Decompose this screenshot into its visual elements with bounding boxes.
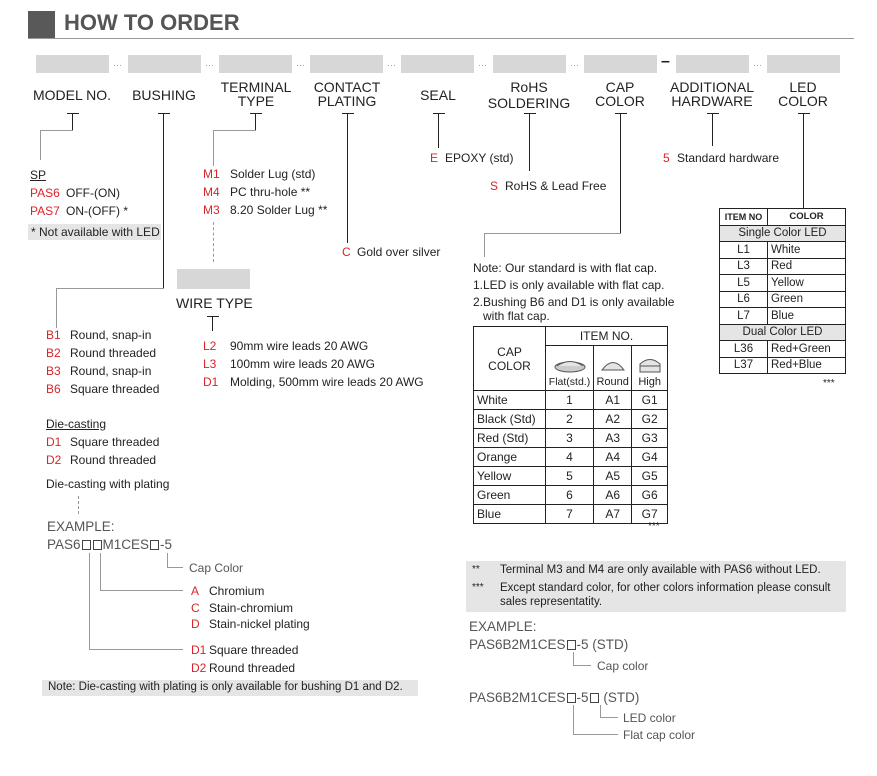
plating-desc: Chromium	[209, 584, 265, 598]
wire-code: L3	[203, 357, 217, 371]
code-box-cap	[584, 55, 657, 73]
model-dash: –	[661, 53, 670, 70]
led-cell-code: L3	[720, 258, 768, 275]
placeholder-box	[567, 640, 576, 650]
connector	[707, 113, 719, 114]
connector	[89, 553, 90, 649]
high-cap-head	[632, 346, 668, 391]
connector	[163, 113, 164, 288]
connector	[40, 130, 41, 160]
led-cell-code: L7	[720, 308, 768, 325]
seal-code: E	[430, 151, 439, 165]
cap-cell-flat: 1	[546, 391, 594, 410]
model-code: PAS7	[30, 204, 60, 218]
plating-code: D	[191, 617, 200, 631]
led-cell-code: L6	[720, 291, 768, 308]
title-rule	[28, 38, 854, 39]
hardware-desc: Standard hardware	[677, 151, 780, 165]
led-cell-color: Blue	[768, 308, 846, 325]
example-code	[47, 537, 172, 552]
example-code-part: -5	[160, 537, 173, 552]
single-led-head: Single Color LED	[720, 225, 846, 242]
cap-cell-round: A6	[594, 486, 632, 505]
connector	[600, 705, 601, 717]
footnote-text: Except standard color, for other colors information please consult	[500, 582, 831, 594]
die-desc: Square threaded	[70, 435, 160, 449]
connector	[78, 496, 79, 514]
example-code-part: PAS6	[47, 537, 81, 552]
example-code-part: -5 (STD)	[576, 637, 629, 652]
connector	[573, 705, 574, 734]
led-table-row	[720, 308, 846, 325]
flat-cap-icon	[552, 355, 588, 375]
header-led-2: COLOR	[778, 93, 828, 109]
example-code-part: -5	[576, 690, 589, 705]
cap-cell-flat: 3	[546, 429, 594, 448]
item-no-head: ITEM NO.	[546, 327, 668, 346]
connector	[167, 567, 183, 568]
led-cell-code: L5	[720, 275, 768, 292]
cap-color-table	[473, 326, 668, 524]
header-contact-1: CONTACT	[313, 79, 381, 95]
page-title: HOW TO ORDER	[64, 10, 240, 35]
wire-title: WIRE TYPE	[176, 295, 253, 311]
led-table-row	[720, 258, 846, 275]
cap-cell-color: Yellow	[474, 467, 546, 486]
cap-head-2: COLOR	[488, 358, 531, 373]
cap-cell-flat: 5	[546, 467, 594, 486]
connector	[100, 590, 183, 591]
round-label: Round	[596, 376, 629, 388]
model-note: * Not available with LED	[28, 224, 161, 240]
cap-cell-color: Black (Std)	[474, 410, 546, 429]
terminal-code: M1	[203, 167, 220, 181]
code-box-seal	[401, 55, 474, 73]
bushing-code: B3	[46, 364, 61, 378]
cap-table-row	[474, 448, 668, 467]
contact-desc: Gold over silver	[357, 245, 441, 259]
header-rohs-2: SOLDERING	[487, 95, 571, 111]
cap-note-line: with flat cap.	[483, 309, 550, 323]
connector	[167, 553, 168, 567]
header-contact-2: PLATING	[317, 93, 377, 109]
led-cell-color: Green	[768, 291, 846, 308]
header-hardware-1: ADDITIONAL	[669, 79, 754, 95]
cap-color-label: Cap Color	[189, 561, 244, 575]
led-table-footnote: ***	[823, 378, 835, 389]
connector	[342, 113, 354, 114]
cap-cell-round: A7	[594, 505, 632, 524]
connector	[212, 316, 213, 331]
connector	[56, 288, 164, 289]
led-cell-color: Red+Blue	[768, 357, 846, 374]
rohs-desc: RoHS & Lead Free	[505, 179, 607, 193]
placeholder-box	[93, 540, 102, 550]
connector	[573, 665, 591, 666]
led-table-row	[720, 275, 846, 292]
flat-label: Flat(std.)	[548, 376, 591, 388]
led-cell-color: Red+Green	[768, 341, 846, 358]
connector	[484, 233, 621, 234]
cap-table-footnote: ***	[648, 521, 660, 532]
cap-note-line: 1.LED is only available with flat cap.	[473, 278, 665, 292]
cap-note-line: Note: Our standard is with flat cap.	[473, 261, 658, 275]
wire-code: D1	[203, 375, 219, 389]
connector	[573, 652, 574, 665]
led-table-row	[720, 357, 846, 374]
box-separator: ···	[478, 60, 487, 70]
code-box-terminal	[219, 55, 292, 73]
header-terminal-2: TYPE	[237, 93, 275, 109]
bushing-desc: Round threaded	[70, 346, 157, 360]
cap-cell-flat: 4	[546, 448, 594, 467]
connector	[72, 113, 73, 130]
cap-cell-high: G1	[632, 391, 668, 410]
high-cap-icon	[635, 355, 665, 375]
connector	[529, 113, 530, 171]
footnote-mark: ***	[472, 582, 484, 593]
title-marker	[28, 11, 55, 38]
bushing-code: B6	[46, 382, 61, 396]
footnote-text: sales representatity.	[500, 596, 603, 608]
cap-table-row	[474, 505, 668, 524]
model-code: PAS6	[30, 186, 60, 200]
code-box-hardware	[676, 55, 749, 73]
cap-table-row	[474, 429, 668, 448]
footnote-text: Terminal M3 and M4 are only available with PAS6 without LED.	[500, 564, 821, 576]
cap-table-row	[474, 391, 668, 410]
cap-cell-round: A3	[594, 429, 632, 448]
cap-table-head	[474, 327, 546, 391]
cap-cell-round: A2	[594, 410, 632, 429]
example-label: EXAMPLE:	[47, 519, 115, 534]
example-label: EXAMPLE:	[469, 619, 537, 634]
cap-cell-color: White	[474, 391, 546, 410]
box-separator: ···	[753, 60, 762, 70]
example-1-code	[469, 637, 628, 652]
led-cell-code: L1	[720, 242, 768, 259]
connector	[620, 113, 621, 233]
box-separator: ···	[387, 60, 396, 70]
connector	[524, 113, 536, 114]
cap-cell-high: G5	[632, 467, 668, 486]
connector	[158, 113, 170, 114]
bushing-ex-desc: Square threaded	[209, 643, 299, 657]
connector	[484, 233, 485, 257]
connector	[89, 649, 183, 650]
led-color-table	[719, 208, 846, 374]
die-desc: Round threaded	[70, 453, 157, 467]
hardware-code: 5	[663, 151, 670, 165]
led-cell-color: White	[768, 242, 846, 259]
cap-cell-round: A5	[594, 467, 632, 486]
cap-cell-color: Red (Std)	[474, 429, 546, 448]
plating-desc: Stain-chromium	[209, 601, 294, 615]
box-separator: ···	[570, 60, 579, 70]
cap-color-label: Cap color	[597, 659, 649, 673]
cap-cell-color: Blue	[474, 505, 546, 524]
bushing-ex-code: D1	[191, 643, 207, 657]
bushing-desc: Square threaded	[70, 382, 160, 396]
connector	[40, 130, 73, 131]
die-code: D1	[46, 435, 62, 449]
connector	[433, 113, 445, 114]
header-bushing: BUSHING	[132, 87, 196, 103]
connector	[347, 113, 348, 243]
die-casting-heading: Die-casting	[46, 417, 107, 431]
high-label: High	[638, 376, 661, 388]
die-plating-label: Die-casting with plating	[46, 477, 170, 491]
connector	[100, 553, 101, 590]
connector	[213, 222, 214, 262]
dual-led-head: Dual Color LED	[720, 324, 846, 341]
wire-desc: 90mm wire leads 20 AWG	[230, 339, 369, 353]
header-cap-2: COLOR	[595, 93, 645, 109]
model-desc: OFF-(ON)	[66, 186, 120, 200]
cap-cell-high: G4	[632, 448, 668, 467]
placeholder-box	[150, 540, 159, 550]
box-separator: ···	[296, 60, 305, 70]
connector	[207, 316, 219, 317]
bushing-code: B2	[46, 346, 61, 360]
example-code-part: (STD)	[603, 690, 640, 705]
led-color-label: LED color	[623, 711, 676, 725]
footnotes-box	[466, 561, 846, 612]
plating-code: A	[191, 584, 200, 598]
header-rohs-1: RoHS	[510, 79, 548, 95]
code-box-contact	[310, 55, 383, 73]
cap-cell-round: A4	[594, 448, 632, 467]
led-table-row	[720, 291, 846, 308]
connector	[67, 113, 79, 114]
header-model: MODEL NO.	[32, 87, 112, 103]
header-seal: SEAL	[420, 87, 456, 103]
wire-desc: 100mm wire leads 20 AWG	[230, 357, 375, 371]
connector	[712, 113, 713, 146]
model-desc: ON-(OFF) *	[66, 204, 128, 218]
bushing-desc: Round, snap-in	[70, 328, 152, 342]
connector	[803, 113, 804, 208]
led-cell-color: Yellow	[768, 275, 846, 292]
model-heading: SP	[30, 168, 47, 182]
header-cap-1: CAP	[605, 79, 635, 95]
connector	[56, 288, 57, 328]
flat-cap-head	[546, 346, 594, 391]
terminal-code: M4	[203, 185, 220, 199]
cap-head-1: CAP	[497, 344, 522, 359]
led-col-item: ITEM NO	[720, 209, 768, 226]
cap-cell-high: G6	[632, 486, 668, 505]
terminal-desc: PC thru-hole **	[230, 185, 311, 199]
example-code-part: M1CES	[102, 537, 150, 552]
header-led-1: LED	[789, 79, 817, 95]
cap-cell-high: G7	[632, 505, 668, 524]
terminal-desc: Solder Lug (std)	[230, 167, 316, 181]
wire-box	[177, 269, 250, 289]
seal-desc: EPOXY (std)	[445, 151, 514, 165]
placeholder-box	[590, 693, 599, 703]
placeholder-box	[82, 540, 91, 550]
connector	[573, 734, 618, 735]
cap-cell-color: Orange	[474, 448, 546, 467]
round-cap-head	[594, 346, 632, 391]
code-box-rohs	[493, 55, 566, 73]
cap-cell-flat: 7	[546, 505, 594, 524]
cap-cell-high: G3	[632, 429, 668, 448]
code-box-bushing	[128, 55, 201, 73]
contact-code: C	[342, 245, 351, 259]
example-code-part: PAS6B2M1CES	[469, 637, 566, 652]
example-code-part: PAS6B2M1CES	[469, 690, 566, 705]
box-separator: ···	[113, 60, 122, 70]
terminal-desc: 8.20 Solder Lug **	[230, 203, 328, 217]
bushing-code: B1	[46, 328, 61, 342]
led-table-row	[720, 341, 846, 358]
rohs-code: S	[490, 179, 499, 193]
die-code: D2	[46, 453, 62, 467]
cap-cell-flat: 2	[546, 410, 594, 429]
led-cell-code: L37	[720, 357, 768, 374]
wire-desc: Molding, 500mm wire leads 20 AWG	[230, 375, 424, 389]
connector	[213, 130, 256, 131]
cap-table-row	[474, 467, 668, 486]
placeholder-box	[567, 693, 576, 703]
code-box-led	[767, 55, 840, 73]
example-2-code	[469, 690, 639, 705]
led-col-color: COLOR	[768, 209, 846, 226]
connector	[250, 113, 262, 114]
terminal-code: M3	[203, 203, 220, 217]
plating-code: C	[191, 601, 200, 615]
header-hardware-2: HARDWARE	[671, 93, 753, 109]
bushing-desc: Round, snap-in	[70, 364, 152, 378]
led-cell-color: Red	[768, 258, 846, 275]
led-cell-code: L36	[720, 341, 768, 358]
connector	[213, 130, 214, 166]
plating-desc: Stain-nickel plating	[209, 617, 310, 631]
cap-cell-high: G2	[632, 410, 668, 429]
cap-cell-color: Green	[474, 486, 546, 505]
connector	[798, 113, 810, 114]
code-box-model	[36, 55, 109, 73]
box-separator: ···	[205, 60, 214, 70]
header-terminal-1: TERMINAL	[220, 79, 292, 95]
connector	[255, 113, 256, 130]
bushing-ex-desc: Round threaded	[209, 661, 296, 675]
connector	[600, 717, 618, 718]
cap-cell-round: A1	[594, 391, 632, 410]
cap-table-row	[474, 410, 668, 429]
connector	[438, 113, 439, 148]
cap-table-row	[474, 486, 668, 505]
bushing-ex-code: D2	[191, 661, 207, 675]
flat-cap-label: Flat cap color	[623, 728, 696, 742]
die-casting-note: Note: Die-casting with plating is only available for bushing D1 and D2.	[42, 680, 418, 696]
cap-cell-flat: 6	[546, 486, 594, 505]
led-table-row	[720, 242, 846, 259]
round-cap-icon	[598, 355, 628, 375]
wire-code: L2	[203, 339, 217, 353]
footnote-mark: **	[472, 564, 480, 575]
connector	[615, 113, 627, 114]
cap-note-line: 2.Bushing B6 and D1 is only available	[473, 295, 675, 309]
